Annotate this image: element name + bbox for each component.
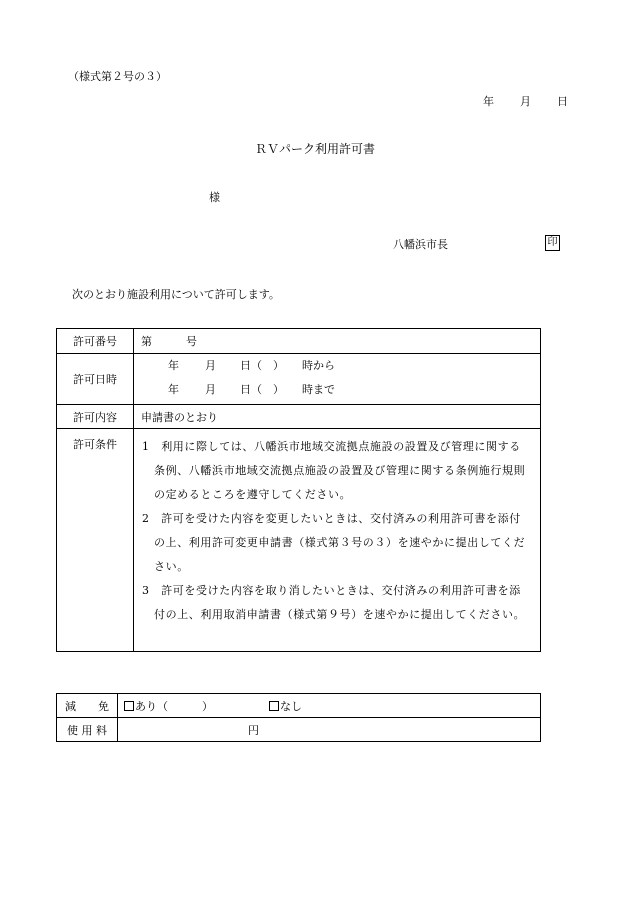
to-day: 日（ ） (240, 383, 284, 396)
permit-number-label: 許可番号 (57, 329, 134, 354)
issue-date (483, 93, 568, 109)
exemption-no-label: なし (280, 699, 302, 713)
permit-number-prefix: 第 (141, 335, 152, 348)
condition-item-3: 3 許可を受けた内容を取り消したいときは、交付済みの利用許可書を添付の上、利用取消申請書（様式第９号）を速やかに提出してください。 (142, 584, 526, 621)
document-title: ＲＶパーク利用許可書 (254, 142, 375, 156)
permit-number-value (134, 329, 541, 354)
permit-conditions-row (57, 429, 541, 652)
exemption-yes-close: ） (202, 699, 213, 713)
permit-number-row (57, 329, 541, 354)
fee-table (56, 693, 541, 742)
fee-value (118, 718, 541, 742)
permit-table (56, 328, 541, 652)
permit-number-suffix: 号 (186, 335, 197, 348)
from-day: 日（ ） (240, 359, 284, 372)
exemption-no-checkbox[interactable] (269, 701, 279, 711)
exemption-options (118, 694, 541, 718)
date-month-label: 月 (520, 95, 531, 108)
fee-label: 使 用 料 (57, 718, 118, 742)
condition-item-2: 2 許可を受けた内容を変更したいときは、交付済みの利用許可書を添付の上、利用許可変更申請書（様式第３号の３）を速やかに提出してください。 (142, 512, 526, 573)
form-number: （様式第２号の３） (68, 70, 167, 83)
datetime-from-line (134, 354, 540, 378)
permit-datetime-row (57, 354, 541, 405)
permit-content-label: 許可内容 (57, 405, 134, 429)
exemption-yes-label: あり（ (135, 699, 168, 713)
permit-content-value: 申請書のとおり (134, 405, 541, 429)
issuer-name: 八幡浜市長 (393, 238, 448, 251)
date-day-label: 日 (557, 95, 568, 108)
from-month: 月 (205, 359, 216, 372)
intro-text: 次のとおり施設利用について許可します。 (72, 288, 280, 301)
permit-conditions-list (134, 429, 541, 652)
permit-datetime-value (134, 354, 541, 405)
to-year: 年 (168, 383, 179, 396)
condition-item-1: 1 利用に際しては、八幡浜市地域交流拠点施設の設置及び管理に関する条例、八幡浜市地域交流拠点施設の設置及び管理に関する条例施行規則の定めるところを遵守してください。 (142, 440, 526, 501)
datetime-to-line (134, 378, 540, 402)
to-time: 時まで (302, 383, 335, 396)
permit-content-row (57, 405, 541, 429)
exemption-yes-checkbox[interactable] (124, 701, 134, 711)
from-year: 年 (168, 359, 179, 372)
exemption-label: 減 免 (57, 694, 118, 718)
fee-row (57, 718, 541, 742)
date-year-label: 年 (483, 95, 494, 108)
addressee-suffix: 様 (209, 191, 220, 204)
from-time: 時から (302, 359, 335, 372)
permit-datetime-label: 許可日時 (57, 354, 134, 405)
permit-conditions-label: 許可条件 (57, 429, 134, 652)
exemption-row (57, 694, 541, 718)
fee-unit: 円 (248, 723, 259, 737)
seal-mark: 印 (545, 235, 560, 251)
to-month: 月 (205, 383, 216, 396)
